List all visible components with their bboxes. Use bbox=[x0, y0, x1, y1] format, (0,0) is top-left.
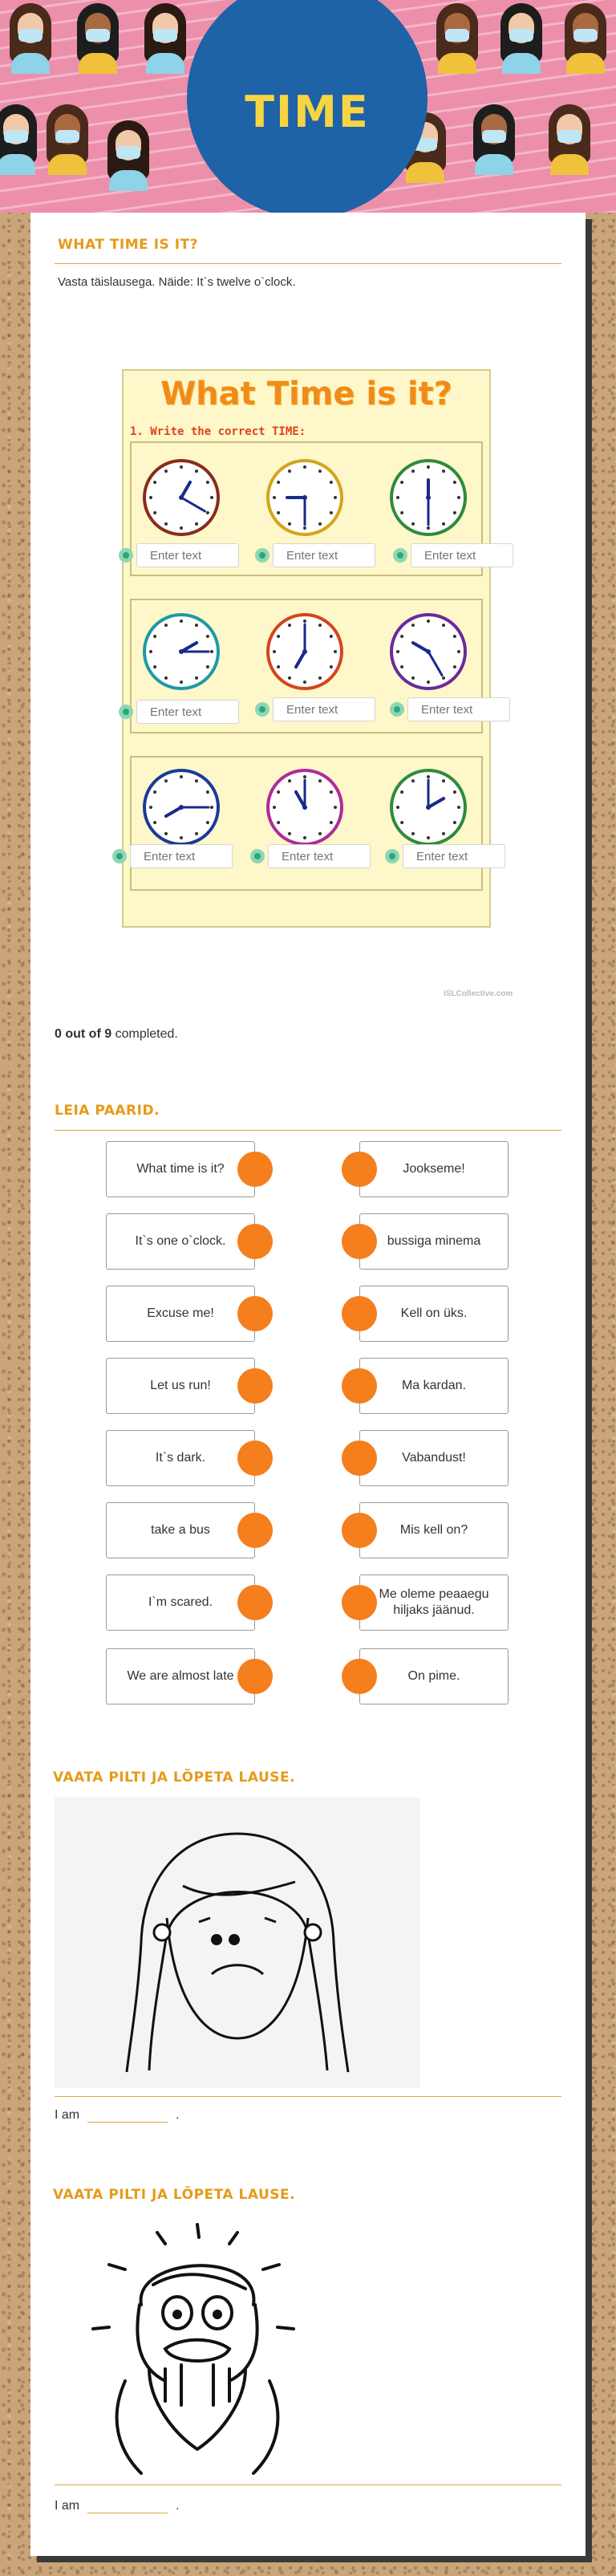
time-answer-input[interactable] bbox=[137, 701, 238, 723]
page-title: TIME bbox=[245, 87, 370, 137]
status-dot-icon bbox=[390, 702, 404, 717]
match-handle-right[interactable] bbox=[342, 1513, 377, 1548]
section-divider bbox=[55, 2096, 561, 2097]
answer-blank[interactable] bbox=[87, 2109, 168, 2123]
person-with-mask-illustration bbox=[470, 104, 518, 175]
match-right-item[interactable]: Kell on üks. bbox=[359, 1286, 509, 1342]
section-title-picture-1: VAATA PILTI JA LÕPETA LAUSE. bbox=[53, 1769, 296, 1786]
worksheet-title: What Time is it? bbox=[160, 376, 452, 412]
match-right-item[interactable]: Ma kardan. bbox=[359, 1358, 509, 1414]
time-answer-input[interactable] bbox=[274, 698, 375, 721]
status-dot-icon bbox=[255, 702, 270, 717]
progress-status bbox=[55, 1027, 178, 1042]
section-divider bbox=[55, 1130, 561, 1131]
status-dot-icon bbox=[385, 849, 399, 863]
time-answer-input[interactable] bbox=[411, 544, 513, 567]
match-handle-left[interactable] bbox=[237, 1585, 273, 1620]
clock-icon bbox=[265, 767, 345, 847]
match-left-item[interactable]: I`m scared. bbox=[106, 1574, 255, 1631]
time-answer-field bbox=[273, 697, 375, 721]
person-with-mask-illustration bbox=[561, 3, 610, 74]
clock-icon bbox=[388, 611, 468, 692]
worksheet-credit: iSLCollective.com bbox=[444, 989, 513, 998]
match-left-item[interactable]: What time is it? bbox=[106, 1141, 255, 1197]
section-title-leia-paarid: LEIA PAARID. bbox=[55, 1103, 160, 1119]
match-right-item[interactable]: Vabandust! bbox=[359, 1430, 509, 1486]
match-handle-left[interactable] bbox=[237, 1513, 273, 1548]
match-handle-right[interactable] bbox=[342, 1659, 377, 1694]
status-dot-icon bbox=[119, 705, 133, 719]
status-dot-icon bbox=[119, 548, 133, 563]
worksheet-subtitle: 1. Write the correct TIME: bbox=[130, 425, 306, 438]
clock-icon bbox=[141, 767, 221, 847]
sentence-end: . bbox=[176, 2108, 180, 2122]
sentence-start: I am bbox=[55, 2108, 80, 2122]
time-answer-field bbox=[136, 700, 239, 724]
time-answer-field bbox=[130, 844, 233, 868]
progress-suffix: completed. bbox=[115, 1027, 178, 1041]
person-with-mask-illustration bbox=[0, 104, 40, 175]
match-left-item[interactable]: Let us run! bbox=[106, 1358, 255, 1414]
section-divider bbox=[55, 263, 561, 264]
time-answer-input[interactable] bbox=[403, 845, 505, 867]
progress-total: 9 bbox=[104, 1027, 112, 1041]
person-with-mask-illustration bbox=[74, 3, 122, 74]
match-right-item[interactable]: On pime. bbox=[359, 1648, 509, 1704]
header-banner bbox=[0, 0, 616, 213]
scared-person-drawing bbox=[77, 2208, 310, 2481]
match-left-item[interactable]: We are almost late bbox=[106, 1648, 255, 1704]
time-answer-field bbox=[273, 543, 375, 567]
match-handle-left[interactable] bbox=[237, 1659, 273, 1694]
status-dot-icon bbox=[393, 548, 407, 563]
progress-of: out of bbox=[65, 1027, 101, 1041]
section-title-picture-2: VAATA PILTI JA LÕPETA LAUSE. bbox=[53, 2187, 296, 2203]
person-with-mask-illustration bbox=[104, 120, 152, 191]
status-dot-icon bbox=[250, 849, 265, 863]
clock-icon bbox=[388, 457, 468, 538]
time-answer-field bbox=[403, 844, 505, 868]
match-left-item[interactable]: take a bus bbox=[106, 1502, 255, 1558]
match-handle-left[interactable] bbox=[237, 1368, 273, 1404]
clock-icon bbox=[141, 457, 221, 538]
clock-icon bbox=[141, 611, 221, 692]
time-answer-input[interactable] bbox=[408, 698, 509, 721]
time-answer-field bbox=[268, 844, 371, 868]
person-with-mask-illustration bbox=[433, 3, 481, 74]
match-right-item[interactable]: Me oleme peaaegu hiljaks jäänud. bbox=[359, 1574, 509, 1631]
sentence-end: . bbox=[176, 2499, 180, 2513]
progress-done: 0 bbox=[55, 1027, 62, 1041]
match-left-item[interactable]: It`s dark. bbox=[106, 1430, 255, 1486]
time-answer-input[interactable] bbox=[274, 544, 375, 567]
time-answer-input[interactable] bbox=[137, 544, 238, 567]
match-handle-left[interactable] bbox=[237, 1224, 273, 1259]
person-with-mask-illustration bbox=[141, 3, 189, 74]
instruction-text: Vasta täislausega. Näide: It`s twelve o`clock. bbox=[58, 275, 296, 289]
match-handle-right[interactable] bbox=[342, 1224, 377, 1259]
person-with-mask-illustration bbox=[43, 104, 91, 175]
match-left-item[interactable]: Excuse me! bbox=[106, 1286, 255, 1342]
section-title-what-time: WHAT TIME IS IT? bbox=[58, 237, 198, 253]
time-answer-field bbox=[411, 543, 513, 567]
clock-icon bbox=[265, 611, 345, 692]
answer-blank[interactable] bbox=[87, 2500, 168, 2513]
match-handle-right[interactable] bbox=[342, 1296, 377, 1331]
match-handle-right[interactable] bbox=[342, 1585, 377, 1620]
sentence-start: I am bbox=[55, 2499, 80, 2513]
match-left-item[interactable]: It`s one o`clock. bbox=[106, 1213, 255, 1270]
time-answer-field bbox=[407, 697, 510, 721]
status-dot-icon bbox=[255, 548, 270, 563]
time-answer-input[interactable] bbox=[269, 845, 370, 867]
match-handle-right[interactable] bbox=[342, 1152, 377, 1187]
time-answer-input[interactable] bbox=[131, 845, 232, 867]
person-with-mask-illustration bbox=[497, 3, 545, 74]
match-right-item[interactable]: bussiga minema bbox=[359, 1213, 509, 1270]
time-answer-field bbox=[136, 543, 239, 567]
clock-icon bbox=[265, 457, 345, 538]
clock-icon bbox=[388, 767, 468, 847]
sentence-complete-2 bbox=[55, 2499, 180, 2513]
match-right-item[interactable]: Mis kell on? bbox=[359, 1502, 509, 1558]
match-handle-left[interactable] bbox=[237, 1152, 273, 1187]
match-right-item[interactable]: Jookseme! bbox=[359, 1141, 509, 1197]
person-with-mask-illustration bbox=[545, 104, 594, 175]
match-handle-left[interactable] bbox=[237, 1440, 273, 1476]
status-dot-icon bbox=[112, 849, 127, 863]
person-with-mask-illustration bbox=[6, 3, 55, 74]
match-handle-right[interactable] bbox=[342, 1440, 377, 1476]
match-handle-right[interactable] bbox=[342, 1368, 377, 1404]
sad-girl-drawing bbox=[55, 1798, 420, 2088]
match-handle-left[interactable] bbox=[237, 1296, 273, 1331]
sentence-complete-1 bbox=[55, 2108, 180, 2123]
